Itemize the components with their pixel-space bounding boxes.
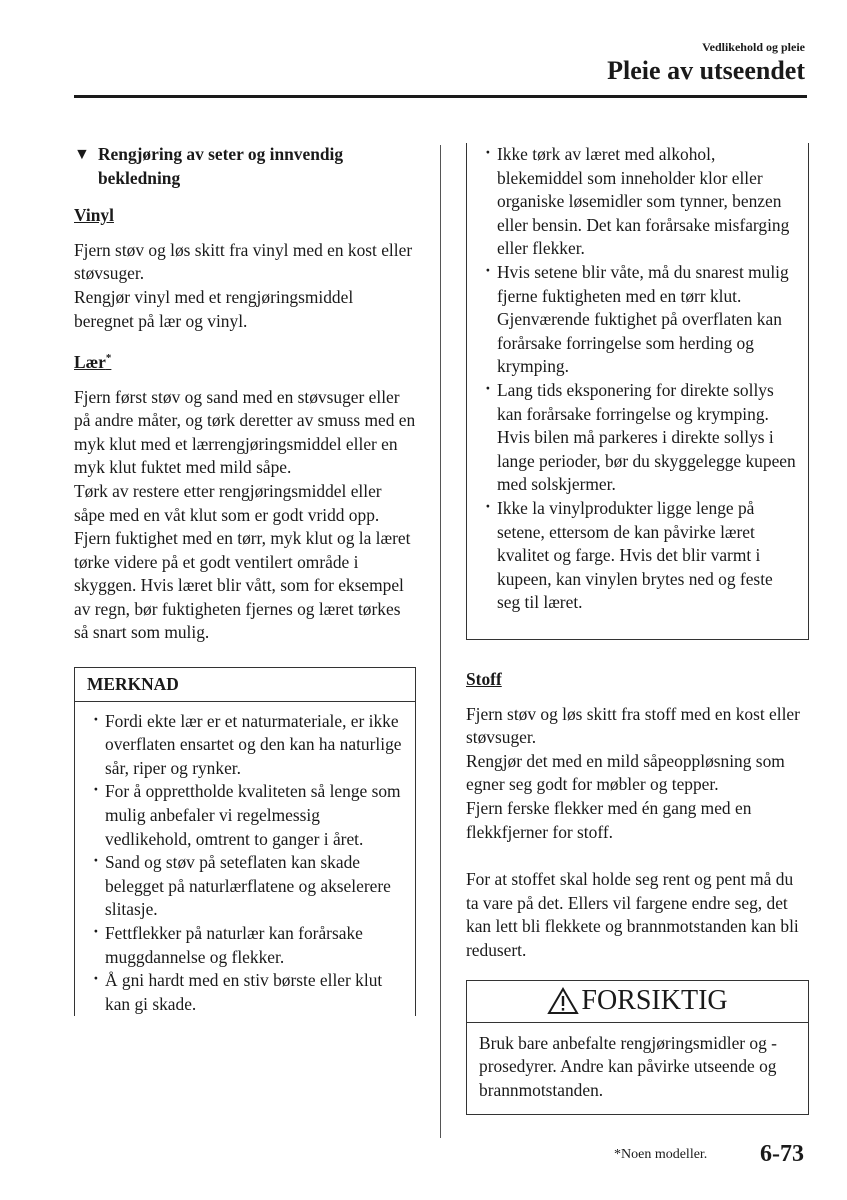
note-item: · Ikke tørk av læret med alkohol, blekemiddel som inneholder klor eller organiske løsemidler som tynner, benzen eller bensin. Det kan forårsake misfarging eller flekker. — [485, 143, 798, 261]
warning-triangle-icon — [547, 987, 579, 1015]
fabric-paragraph: Fjern ferske flekker med én gang med en flekkfjerner for stoff. — [466, 797, 752, 842]
caution-title-text: FORSIKTIG — [581, 985, 728, 1017]
note-item: · Ikke la vinylprodukter ligge lenge på setene, ettersom de kan påvirke læret kvalitet og farge. Hvis det blir varmt i kupeen, kan vinylen brytes ned og feste seg til læret. — [485, 497, 798, 615]
header-rule — [74, 95, 807, 98]
footnote: *Noen modeller. — [614, 1147, 708, 1162]
fabric-heading: Stoff — [466, 669, 502, 689]
fabric-paragraph: For at stoffet skal holde seg rent og pent må du ta vare på det. Ellers vil fargene endre seg, det kan lett bli flekkete og brannmotstanden kan bli redusert. — [466, 869, 799, 960]
paragraph-gap — [466, 844, 809, 868]
caution-box — [466, 980, 809, 1116]
leather-heading-text: Lær — [74, 351, 106, 372]
leather-paragraph: Tørk av restere etter rengjøringsmiddel eller såpe med en våt klut som er godt vridd opp. — [74, 480, 382, 525]
fabric-paragraph: Fjern støv og løs skitt fra stoff med en kost eller støvsuger. — [466, 703, 800, 748]
column-divider — [440, 145, 441, 1138]
note-item: · Sand og støv på seteflaten kan skade belegget på naturlærflatene og akselerere slitasje. — [93, 851, 405, 922]
left-column — [74, 143, 416, 1016]
leather-heading — [74, 347, 416, 374]
note-item: · Lang tids eksponering for direkte sollys kan forårsake forringelse og krymping. Hvis bilen må parkeres i direkte sollys i lange perioder, bør du skyggelegge kupeen med solskjermer. — [485, 379, 798, 497]
fabric-paragraph: Rengjør det med en mild såpeoppløsning som egner seg godt for møbler og tepper. — [466, 750, 785, 795]
note-list-continued — [485, 143, 798, 615]
caution-body: Bruk bare anbefalte rengjøringsmidler og -prosedyrer. Andre kan påvirke utseende og brannmotstanden. — [479, 1032, 777, 1100]
caution-title — [467, 981, 808, 1023]
note-box — [74, 667, 416, 1016]
note-item: · For å opprettholde kvaliteten så lenge som mulig anbefaler vi regelmessig vedlikehold, omtrent to ganger i året. — [93, 780, 405, 851]
note-list — [75, 702, 415, 1017]
section-heading-text: Rengjøring av seter og innvendig bekledning — [98, 144, 344, 188]
leather-paragraph: Fjern fuktighet med en tørr, myk klut og la læret tørke videre på et godt ventilert område i skyggen. Hvis læret blir vått, som for eksempel av regn, bør fuktigheten fjernes og læret tørkes så snart som mulig. — [74, 528, 411, 643]
vinyl-paragraph: Rengjør vinyl med et rengjøringsmiddel beregnet på lær og vinyl. — [74, 286, 354, 331]
page-number: 6-73 — [760, 1141, 804, 1167]
note-item: · Å gni hardt med en stiv børste eller klut kan gi skade. — [93, 969, 405, 1016]
chapter-label: Vedlikehold og pleie — [702, 40, 805, 54]
vinyl-paragraph: Fjern støv og løs skitt fra vinyl med en kost eller støvsuger. — [74, 239, 413, 284]
note-title: MERKNAD — [75, 668, 415, 702]
note-box-continued — [466, 143, 809, 640]
note-item: · Fordi ekte lær er et naturmateriale, er ikke overflaten ensartet og den kan ha naturlige sår, riper og rynker. — [93, 710, 405, 781]
leather-paragraph: Fjern først støv og sand med en støvsuger eller på andre måter, og tørk deretter av smuss med en myk klut med et lærrengjøringsmiddel eller en myk klut fuktet med mild såpe. — [74, 386, 416, 478]
right-column — [466, 143, 809, 1115]
note-item: · Hvis setene blir våte, må du snarest mulig fjerne fuktigheten med en tørr klut. Gjenværende fuktighet på overflaten kan forårsake forringelse som herding og krymping. — [485, 261, 798, 379]
footnote-mark: * — [105, 352, 112, 365]
vinyl-heading: Vinyl — [74, 205, 114, 226]
note-item: · Fettflekker på naturlær kan forårsake muggdannelse og flekker. — [93, 922, 405, 969]
triangle-down-icon: ▼ — [74, 146, 90, 163]
page-title: Pleie av utseendet — [607, 56, 805, 85]
section-heading — [74, 143, 416, 190]
